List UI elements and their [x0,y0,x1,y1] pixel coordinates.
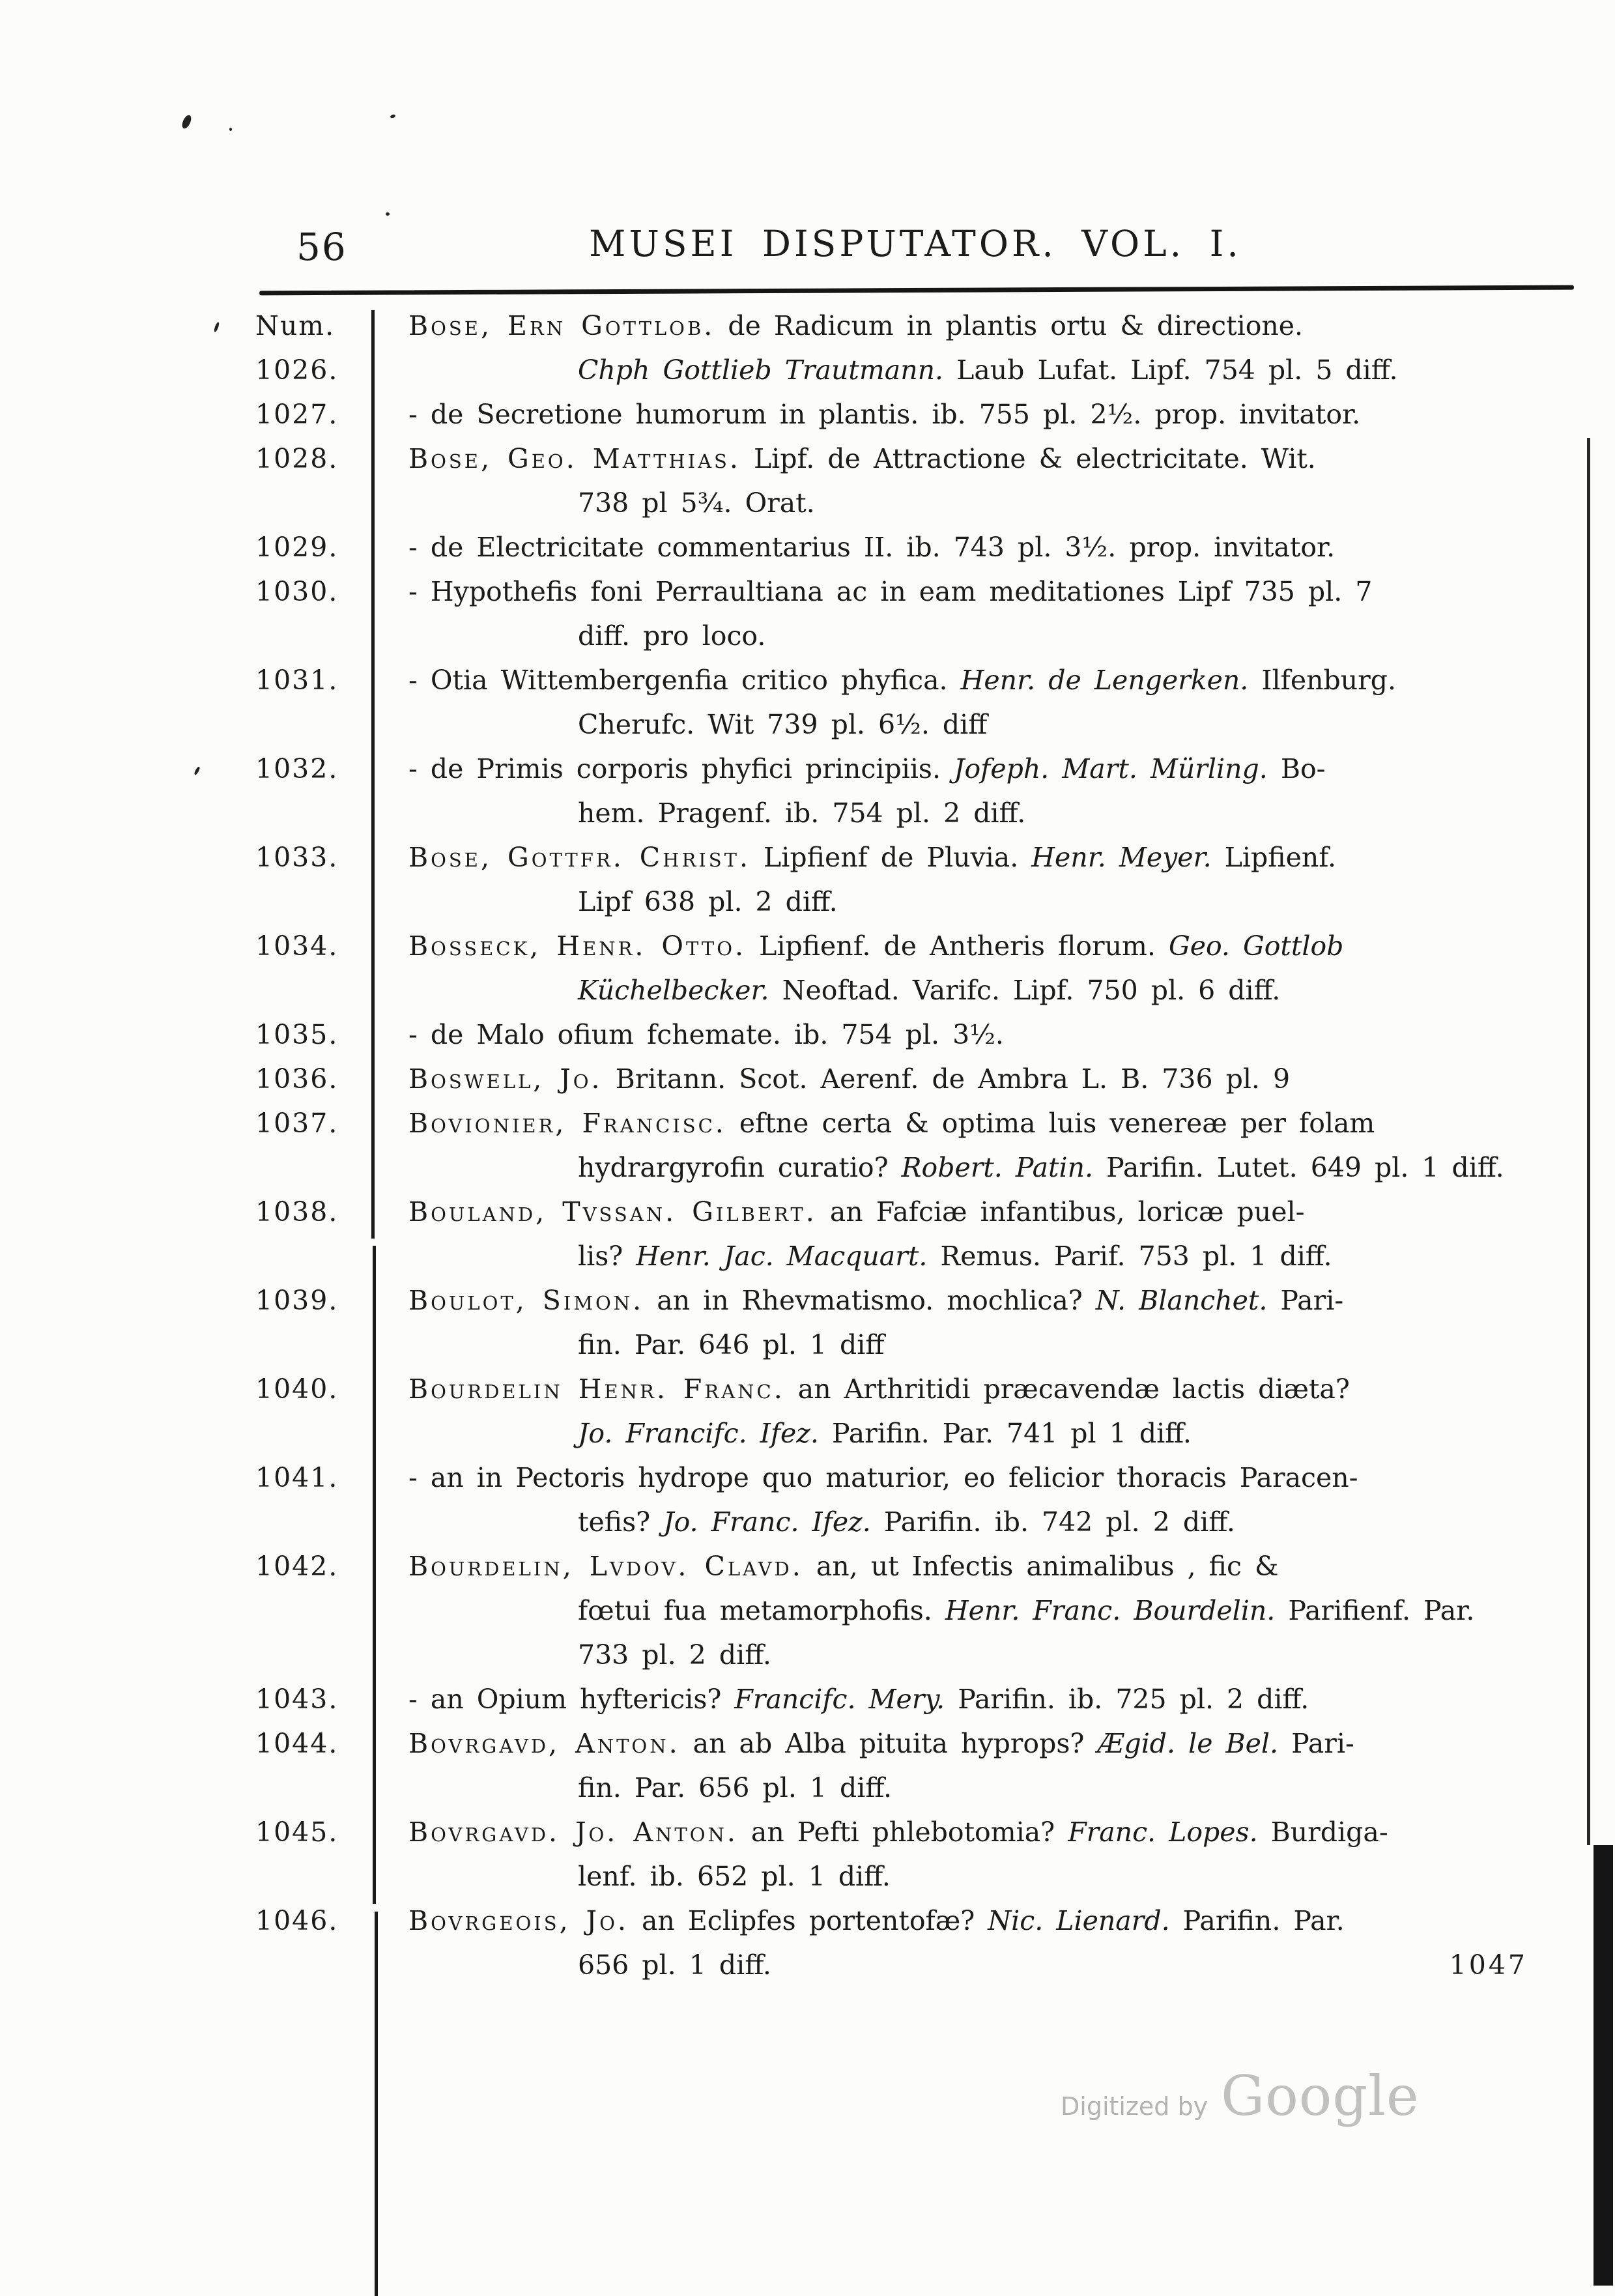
entry-number: 1031. [255,665,339,696]
entry-text [376,835,1583,880]
entry-number: 1046. [255,1905,339,1936]
entry-text-segment: Bo- [1267,753,1326,784]
entry-text [376,1721,1583,1766]
entry-number [254,880,376,924]
entry-text [376,791,1583,835]
entry-row [254,968,1583,1012]
entry-number: 1029. [255,532,339,563]
entry-number: 1033. [255,842,339,873]
entry-text-segment: Britann. Scot. Aerenf. de Ambra L. B. 736 pl. 9 [602,1063,1291,1095]
entry-row [254,1677,1583,1721]
entry-text-segment: Lipfienf de Pluvia. [750,842,1032,873]
entry-text-segment: Parifin. ib. 742 pl. 2 diff. [870,1506,1235,1538]
ink-speck [193,766,201,776]
entry-row [254,1057,1583,1101]
entry-text-segment: - de Electricitate commentarius II. ib. 743 pl. 3½. prop. invitator. [408,532,1336,563]
entry-text [376,1101,1583,1145]
entry-number: 1038. [255,1196,339,1227]
entry-text [376,304,1583,348]
entry-number: 1045. [255,1816,339,1848]
entry-row [254,880,1583,924]
entry-text-segment: an Fafciæ infantibus, loricæ puel- [816,1196,1305,1227]
entry-text-segment: fin. Par. 646 pl. 1 diff [578,1329,885,1360]
author-name: Bovionier, Francisc. [408,1108,726,1139]
entry-number: Num. [255,310,336,341]
entry-row [254,1588,1583,1633]
entry-row [254,1943,1583,1987]
entry-number [254,1854,376,1899]
entry-text [376,1456,1583,1500]
author-name: Bouland, Tvssan. Gilbert. [408,1196,817,1227]
entry-text-segment: hydrargyrofin curatio? [578,1152,902,1183]
entry-number [254,614,376,658]
entries-table [254,304,1583,1987]
respondent-name: Henr. Jac. Macquart. [636,1241,928,1272]
entry-number [254,791,376,835]
entry-text [376,1943,1583,1987]
entry-text [376,437,1583,481]
entry-text-segment: Parifienf. Par. [1275,1595,1475,1626]
entry-row [254,1899,1583,1943]
entry-text-segment: Pari- [1267,1285,1344,1316]
entry-text-segment: Burdiga- [1257,1816,1388,1848]
entry-text [376,1677,1583,1721]
entry-text [376,702,1583,747]
entry-text-segment: Lipf. de Attractione & electricitate. Wit. [740,443,1316,474]
entry-text [376,1544,1583,1588]
entry-number [254,1234,376,1278]
ink-speck [229,128,232,131]
entry-number: 1027. [255,399,339,430]
entry-number [254,1633,376,1677]
entry-text-segment: Lipf 638 pl. 2 diff. [578,886,838,917]
entry-row [254,1456,1583,1500]
entry-text [376,1278,1583,1323]
entry-text-segment: an ab Alba pituita hyprops? [679,1728,1098,1759]
author-name: Bose, Gottfr. Christ. [408,842,750,873]
entry-text-segment: an Eclipfes portentofæ? [628,1905,988,1936]
respondent-name: Geo. Gottlob [1168,930,1344,962]
entry-text [376,1411,1583,1456]
entry-number [254,1588,376,1633]
entry-text [376,614,1583,658]
entry-text-segment: Neoftad. Varifc. Lipf. 750 pl. 6 diff. [769,975,1281,1006]
entry-row [254,1633,1583,1677]
entry-text-segment: 733 pl. 2 diff. [578,1639,771,1671]
entry-text [376,1057,1583,1101]
author-name: Bovrgavd. Jo. Anton. [408,1816,738,1848]
entry-number: 1034. [255,930,339,962]
author-name: Bourdelin, Lvdov. Clavd. [408,1551,803,1582]
entry-row [254,1810,1583,1854]
entry-text [376,1012,1583,1057]
ink-speck [390,114,395,119]
entry-text-segment: diff. pro loco. [578,620,766,652]
entry-number [254,1411,376,1456]
entry-row [254,1323,1583,1367]
entry-row [254,658,1583,702]
entry-text-segment: de Radicum in plantis ortu & directione. [715,310,1304,341]
entry-number: 1040. [255,1373,339,1405]
scan-edge-line [1587,438,1590,1845]
respondent-name: Jo. Francifc. Ifez. [578,1418,819,1449]
entry-number [254,1145,376,1190]
entry-text-segment: Lipfienf. [1211,842,1337,873]
entry-text-segment: an in Rhevmatismo. mochlica? [644,1285,1096,1316]
entry-text-segment: Lipfienf. de Antheris florum. [746,930,1169,962]
entry-text-segment: eftne certa & optima luis venereæ per folam [726,1108,1375,1139]
entry-number: 1028. [255,443,339,474]
entry-text [376,658,1583,702]
respondent-name: Küchelbecker. [578,975,769,1006]
entry-text [376,569,1583,614]
entry-text-segment: - de Primis corporis phyfici principiis. [408,753,954,784]
scan-edge-bar [1594,1845,1613,2286]
entry-row [254,614,1583,658]
entry-row [254,481,1583,525]
author-name: Bose, Ern Gottlob. [408,310,715,341]
entry-text-segment: 738 pl 5¾. Orat. [578,487,815,519]
entry-text-segment: - an in Pectoris hydrope quo maturior, eo felicior thoracis Paracen- [408,1462,1358,1493]
entry-text [376,392,1583,437]
entry-text [376,481,1583,525]
entry-number: 1032. [255,753,339,784]
catchword: 1047 [1449,1949,1528,1981]
entry-text-segment: Pari- [1278,1728,1354,1759]
entry-text [376,1588,1583,1633]
entry-row [254,1544,1583,1588]
entry-text [376,1500,1583,1544]
entry-text [376,968,1583,1012]
entry-number: 1041. [255,1462,339,1493]
entry-row [254,348,1583,392]
entry-text-segment: Ilfenburg. [1248,665,1397,696]
watermark [1061,2064,1420,2128]
entry-text [376,1367,1583,1411]
entry-number: 1039. [255,1285,339,1316]
entry-number [254,1500,376,1544]
entry-text [376,1766,1583,1810]
entry-number: 1042. [255,1551,339,1582]
entry-number: 1035. [255,1019,339,1050]
entry-row [254,1500,1583,1544]
entry-text-segment: - de Malo ofium fchemate. ib. 754 pl. 3½. [408,1019,1004,1050]
entry-row [254,569,1583,614]
author-name: Boswell, Jo. [408,1063,603,1095]
entry-text-segment: - de Secretione humorum in plantis. ib. 755 pl. 2½. prop. invitator. [408,399,1361,430]
entry-row [254,1234,1583,1278]
entry-text [376,348,1583,392]
entry-text [376,1234,1583,1278]
entry-number [254,1766,376,1810]
author-name: Bosseck, Henr. Otto. [408,930,747,962]
respondent-name: N. Blanchet. [1095,1285,1268,1316]
entry-text-segment: an Arthritidi præcavendæ lactis diæta? [784,1373,1350,1405]
entry-text-segment: Laub Lufat. Lipf. 754 pl. 5 diff. [943,354,1398,386]
respondent-name: Ægid. le Bel. [1097,1728,1279,1759]
entry-number [254,1943,376,1987]
entry-text-segment: Parifin. Lutet. 649 pl. 1 diff. [1093,1152,1504,1183]
entry-text-segment: Remus. Parif. 753 pl. 1 diff. [927,1241,1332,1272]
author-name: Bovrgavd, Anton. [408,1728,680,1759]
respondent-name: Henr. Franc. Bourdelin. [945,1595,1276,1626]
entry-text-segment: an Pefti phlebotomia? [737,1816,1068,1848]
entry-number: 1043. [255,1684,339,1715]
entry-text-segment: Cherufc. Wit 739 pl. 6½. diff [578,709,988,740]
google-logo: Google [1221,2064,1420,2128]
entry-row [254,304,1583,348]
entry-text-segment: tefis? [578,1506,664,1538]
entry-text [376,1899,1583,1943]
entry-row [254,392,1583,437]
entry-row [254,1854,1583,1899]
entry-number [254,968,376,1012]
respondent-name: Franc. Lopes. [1068,1816,1258,1848]
entry-row [254,702,1583,747]
entry-text [376,1633,1583,1677]
entry-text [376,525,1583,569]
ink-speck [180,114,193,130]
entry-number [254,481,376,525]
entry-row [254,924,1583,968]
entry-text-segment: an, ut Infectis animalibus , fic & [803,1551,1279,1582]
entry-row [254,1721,1583,1766]
entry-text-segment: lenf. ib. 652 pl. 1 diff. [578,1861,891,1892]
entry-text-segment: hem. Pragenf. ib. 754 pl. 2 diff. [578,797,1026,829]
entry-number: 1030. [255,576,339,607]
entry-text-segment: - an Opium hyftericis? [408,1684,735,1715]
entry-row [254,1012,1583,1057]
entry-number: 1026. [255,354,339,386]
entry-text [376,880,1583,924]
entry-number [254,702,376,747]
entry-text-segment: Parifin. Par. 741 pl 1 diff. [818,1418,1192,1449]
entry-row [254,791,1583,835]
entry-text [376,1854,1583,1899]
respondent-name: Jofeph. Mart. Mürling. [954,753,1268,784]
respondent-name: Henr. de Lengerken. [960,665,1249,696]
respondent-name: Henr. Meyer. [1031,842,1212,873]
entry-row [254,1145,1583,1190]
respondent-name: Francifc. Mery. [734,1684,945,1715]
entry-row [254,437,1583,481]
entry-rows [254,304,1583,1987]
entry-row [254,1190,1583,1234]
entry-text [376,747,1583,791]
entry-text [376,1145,1583,1190]
entry-text-segment: Parifin. Par. [1169,1905,1345,1936]
entry-number: 1037. [255,1108,339,1139]
entry-text [376,1323,1583,1367]
entry-number [254,1323,376,1367]
respondent-name: Robert. Patin. [901,1152,1094,1183]
entry-row [254,835,1583,880]
entry-text-segment: Parifin. ib. 725 pl. 2 diff. [945,1684,1309,1715]
author-name: Bourdelin Henr. Franc. [408,1373,785,1405]
respondent-name: Chph Gottlieb Trautmann. [578,354,944,386]
watermark-prefix: Digitized by [1061,2092,1208,2121]
entry-row [254,747,1583,791]
entry-row [254,525,1583,569]
entry-number: 1036. [255,1063,339,1095]
author-name: Bose, Geo. Matthias. [408,443,741,474]
entry-text [376,1810,1583,1854]
entry-text-segment: - Otia Wittembergenfia critico phyfica. [408,665,961,696]
page-title: MUSEI DISPUTATOR. VOL. I. [589,223,1242,265]
entry-text-segment: 656 pl. 1 diff. [578,1949,771,1981]
entry-text [376,1190,1583,1234]
entry-row [254,1278,1583,1323]
ink-speck [213,322,220,333]
entry-number: 1044. [255,1728,339,1759]
entry-text-segment: lis? [578,1241,636,1272]
page-number: 56 [296,225,347,269]
entry-row [254,1101,1583,1145]
entry-text [376,924,1583,968]
respondent-name: Nic. Lienard. [988,1905,1170,1936]
entry-text-segment: fin. Par. 656 pl. 1 diff. [578,1772,893,1803]
author-name: Boulot, Simon. [408,1285,644,1316]
respondent-name: Jo. Franc. Ifez. [663,1506,871,1538]
entry-row [254,1367,1583,1411]
header-rule [259,285,1574,296]
entry-row [254,1766,1583,1810]
entry-row [254,1411,1583,1456]
entry-text-segment: - Hypothefis foni Perraultiana ac in eam meditationes Lipf 735 pl. 7 [408,576,1373,607]
ink-speck [386,212,390,216]
author-name: Bovrgeois, Jo. [408,1905,629,1936]
entry-text-segment: fœtui fua metamorphofis. [578,1595,945,1626]
